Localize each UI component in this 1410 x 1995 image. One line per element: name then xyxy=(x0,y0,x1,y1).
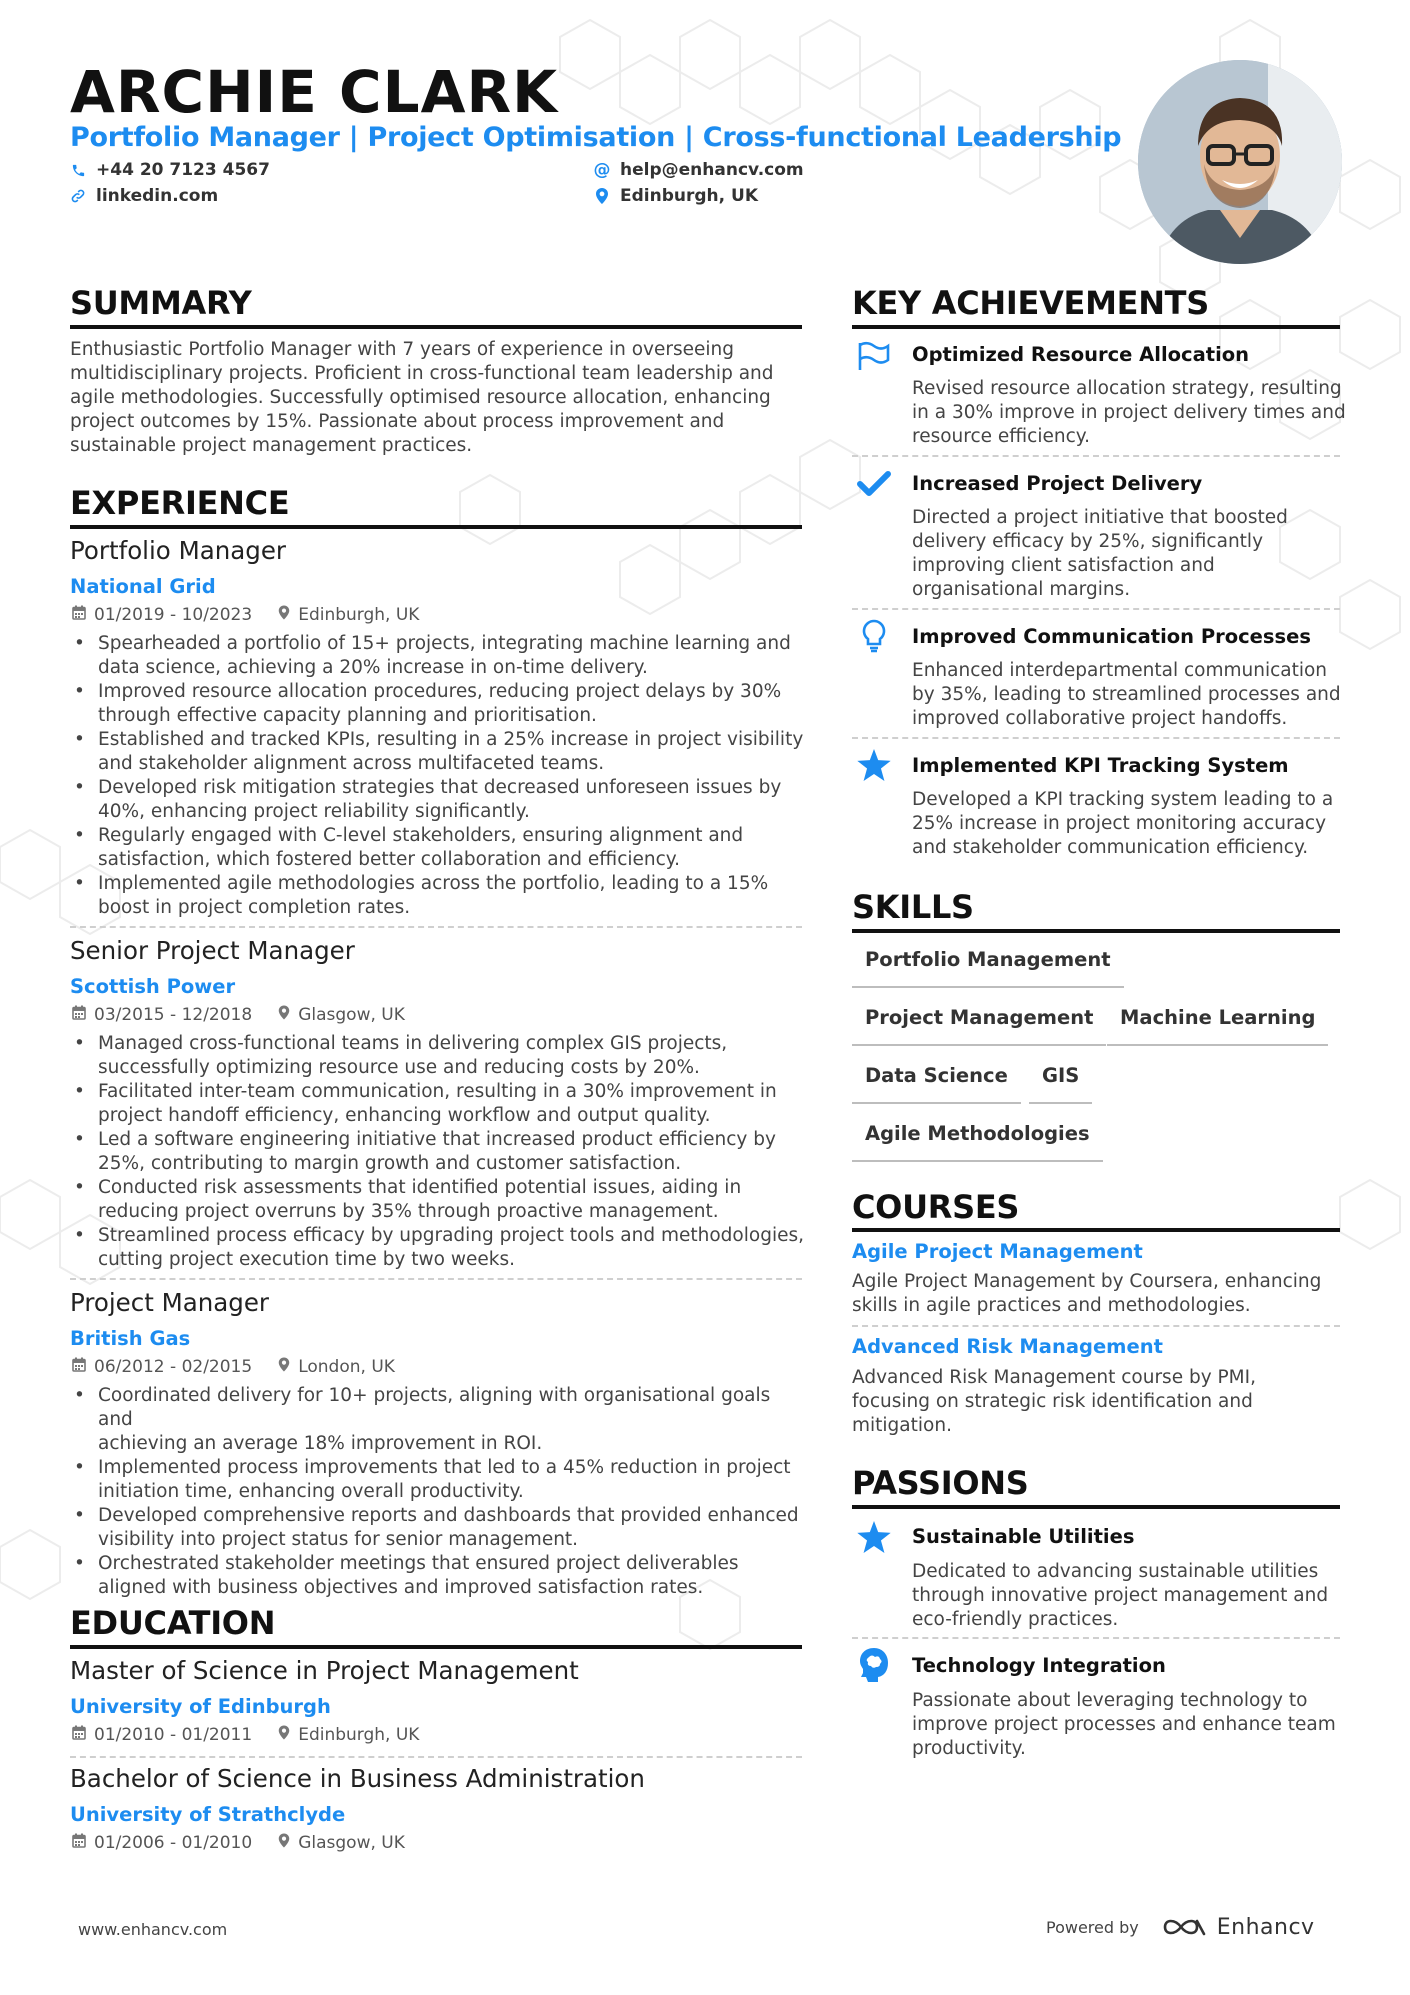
list-item: • Implemented process improvements that led to a 45% reduction in project initiation time, enhancing overall productivity. xyxy=(70,1456,810,1504)
divider xyxy=(852,455,1340,457)
location-pin-icon xyxy=(278,1005,290,1025)
location-pin-icon xyxy=(278,1725,290,1745)
location-pin-icon xyxy=(278,605,290,625)
skill-tag: Project Management xyxy=(852,998,1106,1046)
education-rule xyxy=(70,1645,802,1649)
job-bullets xyxy=(70,632,810,920)
divider xyxy=(70,1756,802,1758)
skill-tag: Portfolio Management xyxy=(852,940,1124,988)
achievement-title: Optimized Resource Allocation xyxy=(912,343,1250,366)
job-title: Project Manager xyxy=(70,1288,270,1317)
course-title: Advanced Risk Management xyxy=(852,1335,1163,1358)
passions-heading: PASSIONS xyxy=(852,1464,1029,1502)
link-icon xyxy=(70,188,86,204)
contact-email[interactable] xyxy=(594,160,804,180)
brain-head-icon xyxy=(855,1646,893,1684)
passions-rule xyxy=(852,1505,1340,1509)
divider xyxy=(70,1278,802,1280)
school-name: University of Edinburgh xyxy=(70,1695,331,1718)
course-text: Agile Project Management by Coursera, enhancing skills in agile practices and methodologies. xyxy=(852,1271,1322,1316)
passion-text: Dedicated to advancing sustainable utilities through innovative project management and eco-friendly practices. xyxy=(912,1561,1329,1630)
passion-title: Sustainable Utilities xyxy=(912,1525,1135,1548)
check-icon xyxy=(855,465,893,503)
candidate-tagline: Portfolio Manager | Project Optimisation | Cross-functional Leadership xyxy=(70,122,1122,153)
job-meta: 03/2015 - 12/2018 Glasgow, UK xyxy=(72,1005,405,1025)
list-item: • Orchestrated stakeholder meetings that ensured project deliverables aligned with business objectives and improved satisfaction rates. xyxy=(70,1552,810,1600)
achievement-text: Directed a project initiative that boosted delivery efficacy by 25%, significantly improving client satisfaction and organisational margins. xyxy=(912,507,1288,600)
divider xyxy=(852,1325,1340,1327)
skill-tag: Agile Methodologies xyxy=(852,1114,1103,1162)
calendar-icon xyxy=(72,1833,86,1853)
course-title: Agile Project Management xyxy=(852,1240,1143,1263)
location-pin-icon xyxy=(278,1833,290,1853)
skill-tag: GIS xyxy=(1029,1056,1092,1104)
list-item: • Spearheaded a portfolio of 15+ projects, integrating machine learning and data science, achieving a 20% increase in on-time delivery. xyxy=(70,632,810,680)
achievement-text: Developed a KPI tracking system leading to a 25% increase in project monitoring accuracy and stakeholder communication efficiency. xyxy=(912,789,1334,858)
calendar-icon xyxy=(72,605,86,625)
divider xyxy=(852,608,1340,610)
list-item: • Coordinated delivery for 10+ projects, aligning with organisational goals and achieving an average 18% improvement in ROI. xyxy=(70,1384,810,1456)
phone-icon xyxy=(70,162,86,178)
list-item: • Developed risk mitigation strategies that decreased unforeseen issues by 40%, enhancing project reliability significantly. xyxy=(70,776,810,824)
education-meta: 01/2006 - 01/2010 Glasgow, UK xyxy=(72,1833,405,1853)
achievement-title: Improved Communication Processes xyxy=(912,625,1311,648)
list-item: • Managed cross-functional teams in delivering complex GIS projects, successfully optimizing resource use and reducing costs by 20%. xyxy=(70,1032,810,1080)
achievement-title: Implemented KPI Tracking System xyxy=(912,754,1289,777)
footer-website[interactable]: www.enhancv.com xyxy=(78,1920,228,1939)
job-title: Portfolio Manager xyxy=(70,536,286,565)
achievement-text: Revised resource allocation strategy, resulting in a 30% improve in project delivery times and resource efficiency. xyxy=(912,378,1346,447)
list-item: • Improved resource allocation procedures, reducing project delays by 30% through effective capacity planning and prioritisation. xyxy=(70,680,810,728)
job-company: Scottish Power xyxy=(70,975,236,998)
education-meta: 01/2010 - 01/2011 Edinburgh, UK xyxy=(72,1725,419,1745)
list-item: • Streamlined process efficacy by upgrading project tools and methodologies, cutting project execution time by two weeks. xyxy=(70,1224,810,1272)
degree-title: Master of Science in Project Management xyxy=(70,1656,579,1685)
list-item: • Developed comprehensive reports and dashboards that provided enhanced visibility into project status for senior management. xyxy=(70,1504,810,1552)
contact-location xyxy=(594,186,758,206)
calendar-icon xyxy=(72,1357,86,1377)
summary-rule xyxy=(70,325,802,329)
list-item: • Implemented agile methodologies across the portfolio, leading to a 15% boost in project completion rates. xyxy=(70,872,810,920)
star-icon xyxy=(855,746,893,784)
infinity-logo-icon xyxy=(1161,1914,1207,1940)
list-item: • Conducted risk assessments that identified potential issues, aiding in reducing project overruns by 35% through proactive management. xyxy=(70,1176,810,1224)
email-text: help@enhancv.com xyxy=(620,160,804,180)
skill-tag: Machine Learning xyxy=(1107,998,1328,1046)
achievement-title: Increased Project Delivery xyxy=(912,472,1203,495)
achievement-text: Enhanced interdepartmental communication by 35%, leading to streamlined processes and improved collaborative project handoffs. xyxy=(912,660,1341,729)
passion-text: Passionate about leveraging technology to improve project processes and enhance team productivity. xyxy=(912,1690,1336,1759)
school-name: University of Strathclyde xyxy=(70,1803,346,1826)
contact-phone[interactable] xyxy=(70,160,270,180)
contact-linkedin[interactable] xyxy=(70,186,218,206)
list-item: • Regularly engaged with C-level stakeholders, ensuring alignment and satisfaction, which fostered better collaboration and efficiency. xyxy=(70,824,810,872)
at-icon: @ xyxy=(593,160,611,180)
achievements-heading: KEY ACHIEVEMENTS xyxy=(852,284,1209,322)
course-text: Advanced Risk Management course by PMI, focusing on strategic risk identification and mitigation. xyxy=(852,1367,1256,1436)
job-meta: 06/2012 - 02/2015 London, UK xyxy=(72,1357,395,1377)
location-pin-icon xyxy=(278,1357,290,1377)
list-item: • Facilitated inter-team communication, resulting in a 30% improvement in project handoff efficiency, enhancing workflow and output quality. xyxy=(70,1080,810,1128)
achievements-rule xyxy=(852,325,1340,329)
divider xyxy=(70,926,802,928)
profile-photo xyxy=(1138,60,1342,264)
calendar-icon xyxy=(72,1725,86,1745)
list-item: • Led a software engineering initiative that increased product efficiency by 25%, contributing to margin growth and customer satisfaction. xyxy=(70,1128,810,1176)
courses-rule xyxy=(852,1228,1340,1232)
linkedin-text: linkedin.com xyxy=(96,186,219,206)
skills-heading: SKILLS xyxy=(852,888,974,926)
experience-heading: EXPERIENCE xyxy=(70,484,290,522)
star-icon xyxy=(855,1518,893,1556)
location-pin-icon xyxy=(594,188,610,204)
brand-name: Enhancv xyxy=(1216,1914,1315,1940)
brand-logo xyxy=(1161,1914,1315,1940)
job-bullets xyxy=(70,1384,810,1600)
flag-icon xyxy=(855,337,893,375)
candidate-name: ARCHIE CLARK xyxy=(70,58,559,126)
calendar-icon xyxy=(72,1005,86,1025)
list-item: • Established and tracked KPIs, resulting in a 25% increase in project visibility and stakeholder alignment across multifaceted teams. xyxy=(70,728,810,776)
passion-title: Technology Integration xyxy=(912,1654,1166,1677)
courses-heading: COURSES xyxy=(852,1188,1020,1226)
summary-heading: SUMMARY xyxy=(70,284,252,322)
powered-by-label: Powered by xyxy=(1046,1917,1139,1937)
degree-title: Bachelor of Science in Business Administration xyxy=(70,1764,645,1793)
job-company: British Gas xyxy=(70,1327,191,1350)
skill-tag: Data Science xyxy=(852,1056,1021,1104)
job-company: National Grid xyxy=(70,575,216,598)
experience-rule xyxy=(70,525,802,529)
lightbulb-icon xyxy=(855,617,893,655)
job-meta: 01/2019 - 10/2023 Edinburgh, UK xyxy=(72,605,419,625)
job-title: Senior Project Manager xyxy=(70,936,355,965)
divider xyxy=(852,1637,1340,1639)
phone-text: +44 20 7123 4567 xyxy=(96,160,270,180)
summary-text: Enthusiastic Portfolio Manager with 7 years of experience in overseeing multidisciplinary projects. Proficient in cross-functional team leadership and agile methodologies. Successfully optimised resource allocation, enhancing project outcomes by 15%. Passionate about process improvement and sustainable project management practices. xyxy=(70,339,774,456)
skills-rule xyxy=(852,929,1340,933)
footer-branding[interactable] xyxy=(1046,1914,1315,1940)
location-text: Edinburgh, UK xyxy=(620,186,758,206)
divider xyxy=(852,737,1340,739)
education-heading: EDUCATION xyxy=(70,1604,276,1642)
job-bullets xyxy=(70,1032,810,1272)
